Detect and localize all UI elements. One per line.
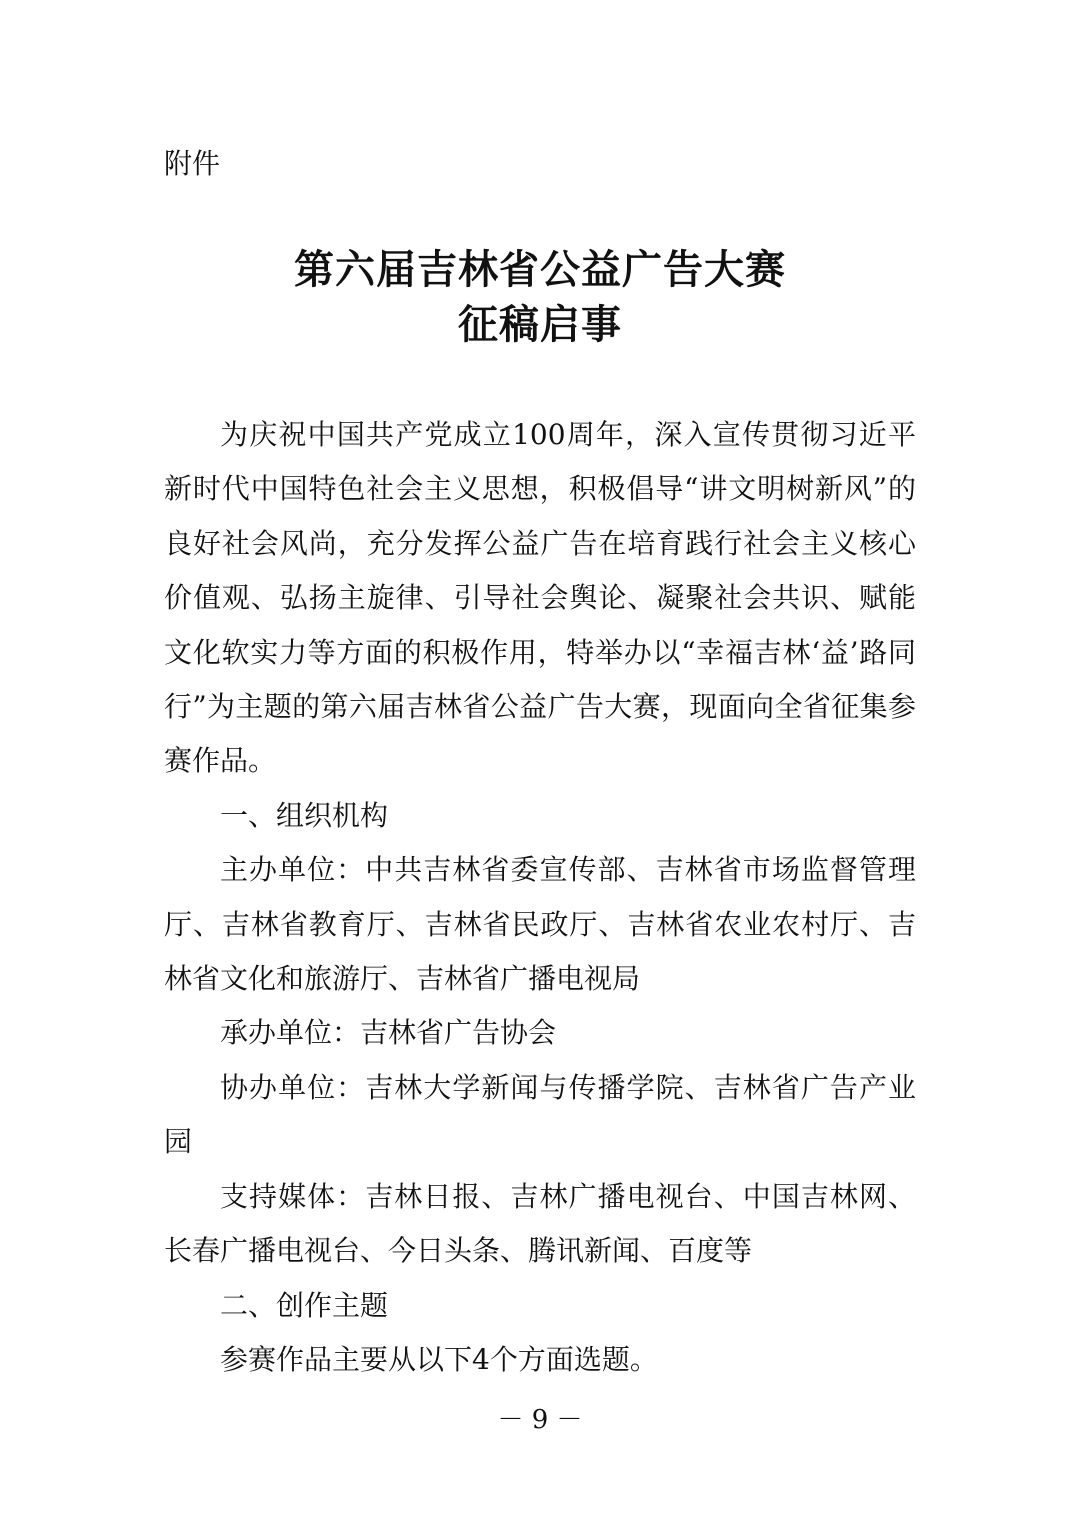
section-heading-theme: 二、创作主题 [220, 1288, 389, 1322]
document-title-line-2: 征稿启事 [458, 301, 622, 348]
document-title-line-1: 第六届吉林省公益广告大赛 [294, 246, 786, 293]
co-organizer-paragraph: 协办单位：吉林大学新闻与传播学院、吉林省广告产业园 [164, 1070, 916, 1159]
page-number: － 9 － [497, 1405, 583, 1435]
section-heading-organization: 一、组织机构 [220, 798, 389, 832]
media-paragraph: 支持媒体：吉林日报、吉林广播电视台、中国吉林网、长春广播电视台、今日头条、腾讯新闻、百度等 [164, 1179, 916, 1268]
organizer-paragraph: 主办单位：中共吉林省委宣传部、吉林省市场监督管理厅、吉林省教育厅、吉林省民政厅、吉林省农业农村厅、吉林省文化和旅游厅、吉林省广播电视局 [164, 853, 916, 996]
intro-paragraph: 为庆祝中国共产党成立100周年，深入宣传贯彻习近平新时代中国特色社会主义思想，积极倡导“讲文明树新风”的良好社会风尚，充分发挥公益广告在培育践行社会主义核心价值观、弘扬主旋律、引导社会舆论、凝聚社会共识、赋能文化软实力等方面的积极作用，特举办以“幸福吉林‘益’路同行”为主题的第六届吉林省公益广告大赛，现面向全省征集参赛作品。 [164, 418, 916, 778]
topics-intro-paragraph: 参赛作品主要从以下4个方面选题。 [220, 1342, 658, 1376]
undertaker-paragraph: 承办单位：吉林省广告协会 [220, 1016, 557, 1050]
document-body [164, 408, 916, 1387]
attachment-label: 附件 [164, 147, 221, 180]
